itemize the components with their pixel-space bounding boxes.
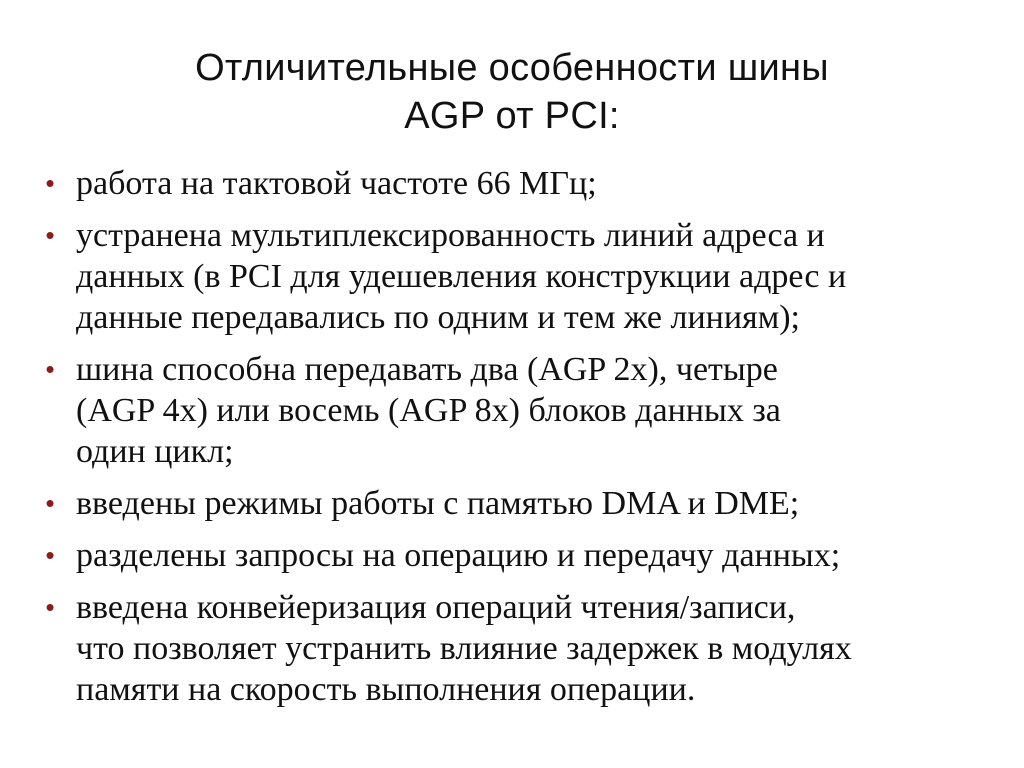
bullet-icon: • (45, 354, 55, 384)
bullet-line: данных (в PCI для удешевления конструкции адрес и (76, 258, 847, 295)
title-line: Отличительные особенности шины (195, 47, 829, 89)
bullet-line: шина способна передавать два (AGP 2x), четыре (76, 351, 778, 388)
bullet-line: что позволяет устранить влияние задержек в модулях (76, 630, 852, 667)
bullet-item (40, 483, 1000, 524)
bullet-text (76, 163, 1000, 204)
bullet-line: устранена мультиплексированность линий адреса и (76, 217, 825, 254)
bullet-icon: • (45, 592, 55, 622)
bullet-icon: • (45, 168, 55, 198)
bullet-line: работа на тактовой частоте 66 МГц; (76, 165, 597, 202)
bullet-line: данные передавались по одним и тем же линиям); (76, 299, 800, 336)
bullet-icon: • (45, 488, 55, 518)
bullet-item (40, 215, 1000, 338)
bullet-line: памяти на скорость выполнения операции. (76, 671, 696, 708)
bullet-item (40, 535, 1000, 576)
bullet-line: один цикл; (76, 433, 234, 470)
bullet-item (40, 163, 1000, 204)
bullet-list (40, 163, 1000, 721)
bullet-text (76, 349, 1000, 472)
bullet-text (76, 535, 1000, 576)
bullet-item (40, 587, 1000, 710)
bullet-line: введены режимы работы с памятью DMA и DME; (76, 485, 800, 522)
bullet-text (76, 483, 1000, 524)
bullet-icon: • (45, 540, 55, 570)
bullet-item (40, 349, 1000, 472)
bullet-line: (AGP 4x) или восемь (AGP 8x) блоков данных за (76, 392, 781, 429)
bullet-text (76, 587, 1000, 710)
slide-title (60, 44, 964, 140)
bullet-line: разделены запросы на операцию и передачу данных; (76, 537, 841, 574)
title-line: AGP от PCI: (404, 95, 620, 137)
bullet-text (76, 215, 1000, 338)
bullet-icon: • (45, 220, 55, 250)
bullet-line: введена конвейеризация операций чтения/записи, (76, 589, 796, 626)
